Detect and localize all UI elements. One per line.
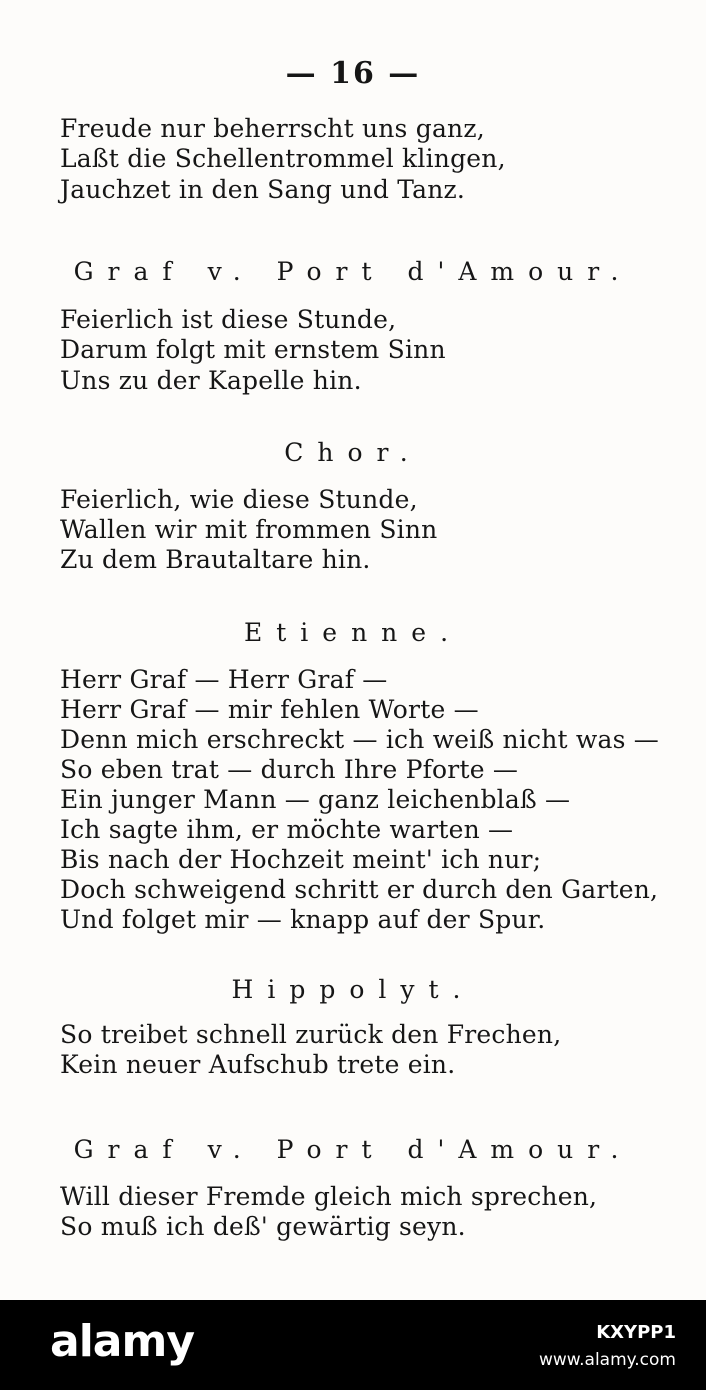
speaker-heading: Graf v. Port d'Amour. (73, 257, 633, 286)
image-code: KXYPP1 (596, 1322, 676, 1343)
verse-line: Bis nach der Hochzeit meint' ich nur; (60, 845, 542, 874)
page-number: — 16 — (285, 56, 421, 91)
verse-line: Uns zu der Kapelle hin. (60, 366, 362, 395)
verse-line: Wallen wir mit frommen Sinn (60, 515, 438, 544)
verse-line: So muß ich deß' gewärtig seyn. (60, 1212, 466, 1241)
verse-line: Doch schweigend schritt er durch den Garten, (60, 875, 659, 904)
verse-line: Freude nur beherrscht uns ganz, (60, 114, 485, 143)
verse-line: So eben trat — durch Ihre Pforte — (60, 755, 519, 784)
site-url: www.alamy.com (538, 1350, 676, 1370)
verse-line: Feierlich, wie diese Stunde, (60, 485, 418, 514)
verse-line: Herr Graf — Herr Graf — (60, 665, 388, 694)
verse-line: Jauchzet in den Sang und Tanz. (60, 175, 466, 204)
verse-line: Will dieser Fremde gleich mich sprechen, (60, 1182, 598, 1211)
speaker-heading: Chor. (284, 438, 422, 467)
verse-line: Kein neuer Aufschub trete ein. (60, 1050, 456, 1079)
verse-line: Darum folgt mit ernstem Sinn (60, 335, 446, 364)
verse-line: Ich sagte ihm, er möchte warten — (60, 815, 514, 844)
verse-line: Zu dem Brautaltare hin. (60, 545, 371, 574)
verse-line: Und folget mir — knapp auf der Spur. (60, 905, 546, 934)
verse-line: Denn mich erschreckt — ich weiß nicht was — (60, 725, 660, 754)
verse-line: So treibet schnell zurück den Frechen, (60, 1020, 562, 1049)
verse-line: Laßt die Schellentrommel klingen, (60, 144, 506, 173)
watermark-footer (0, 1300, 706, 1390)
alamy-logo: alamy (50, 1316, 194, 1367)
verse-line: Herr Graf — mir fehlen Worte — (60, 695, 479, 724)
speaker-heading: Hippolyt. (231, 975, 475, 1004)
verse-line: Ein junger Mann — ganz leichenblaß — (60, 785, 571, 814)
speaker-heading: Etienne. (243, 618, 463, 647)
speaker-heading: Graf v. Port d'Amour. (73, 1135, 633, 1164)
verse-line: Feierlich ist diese Stunde, (60, 305, 397, 334)
